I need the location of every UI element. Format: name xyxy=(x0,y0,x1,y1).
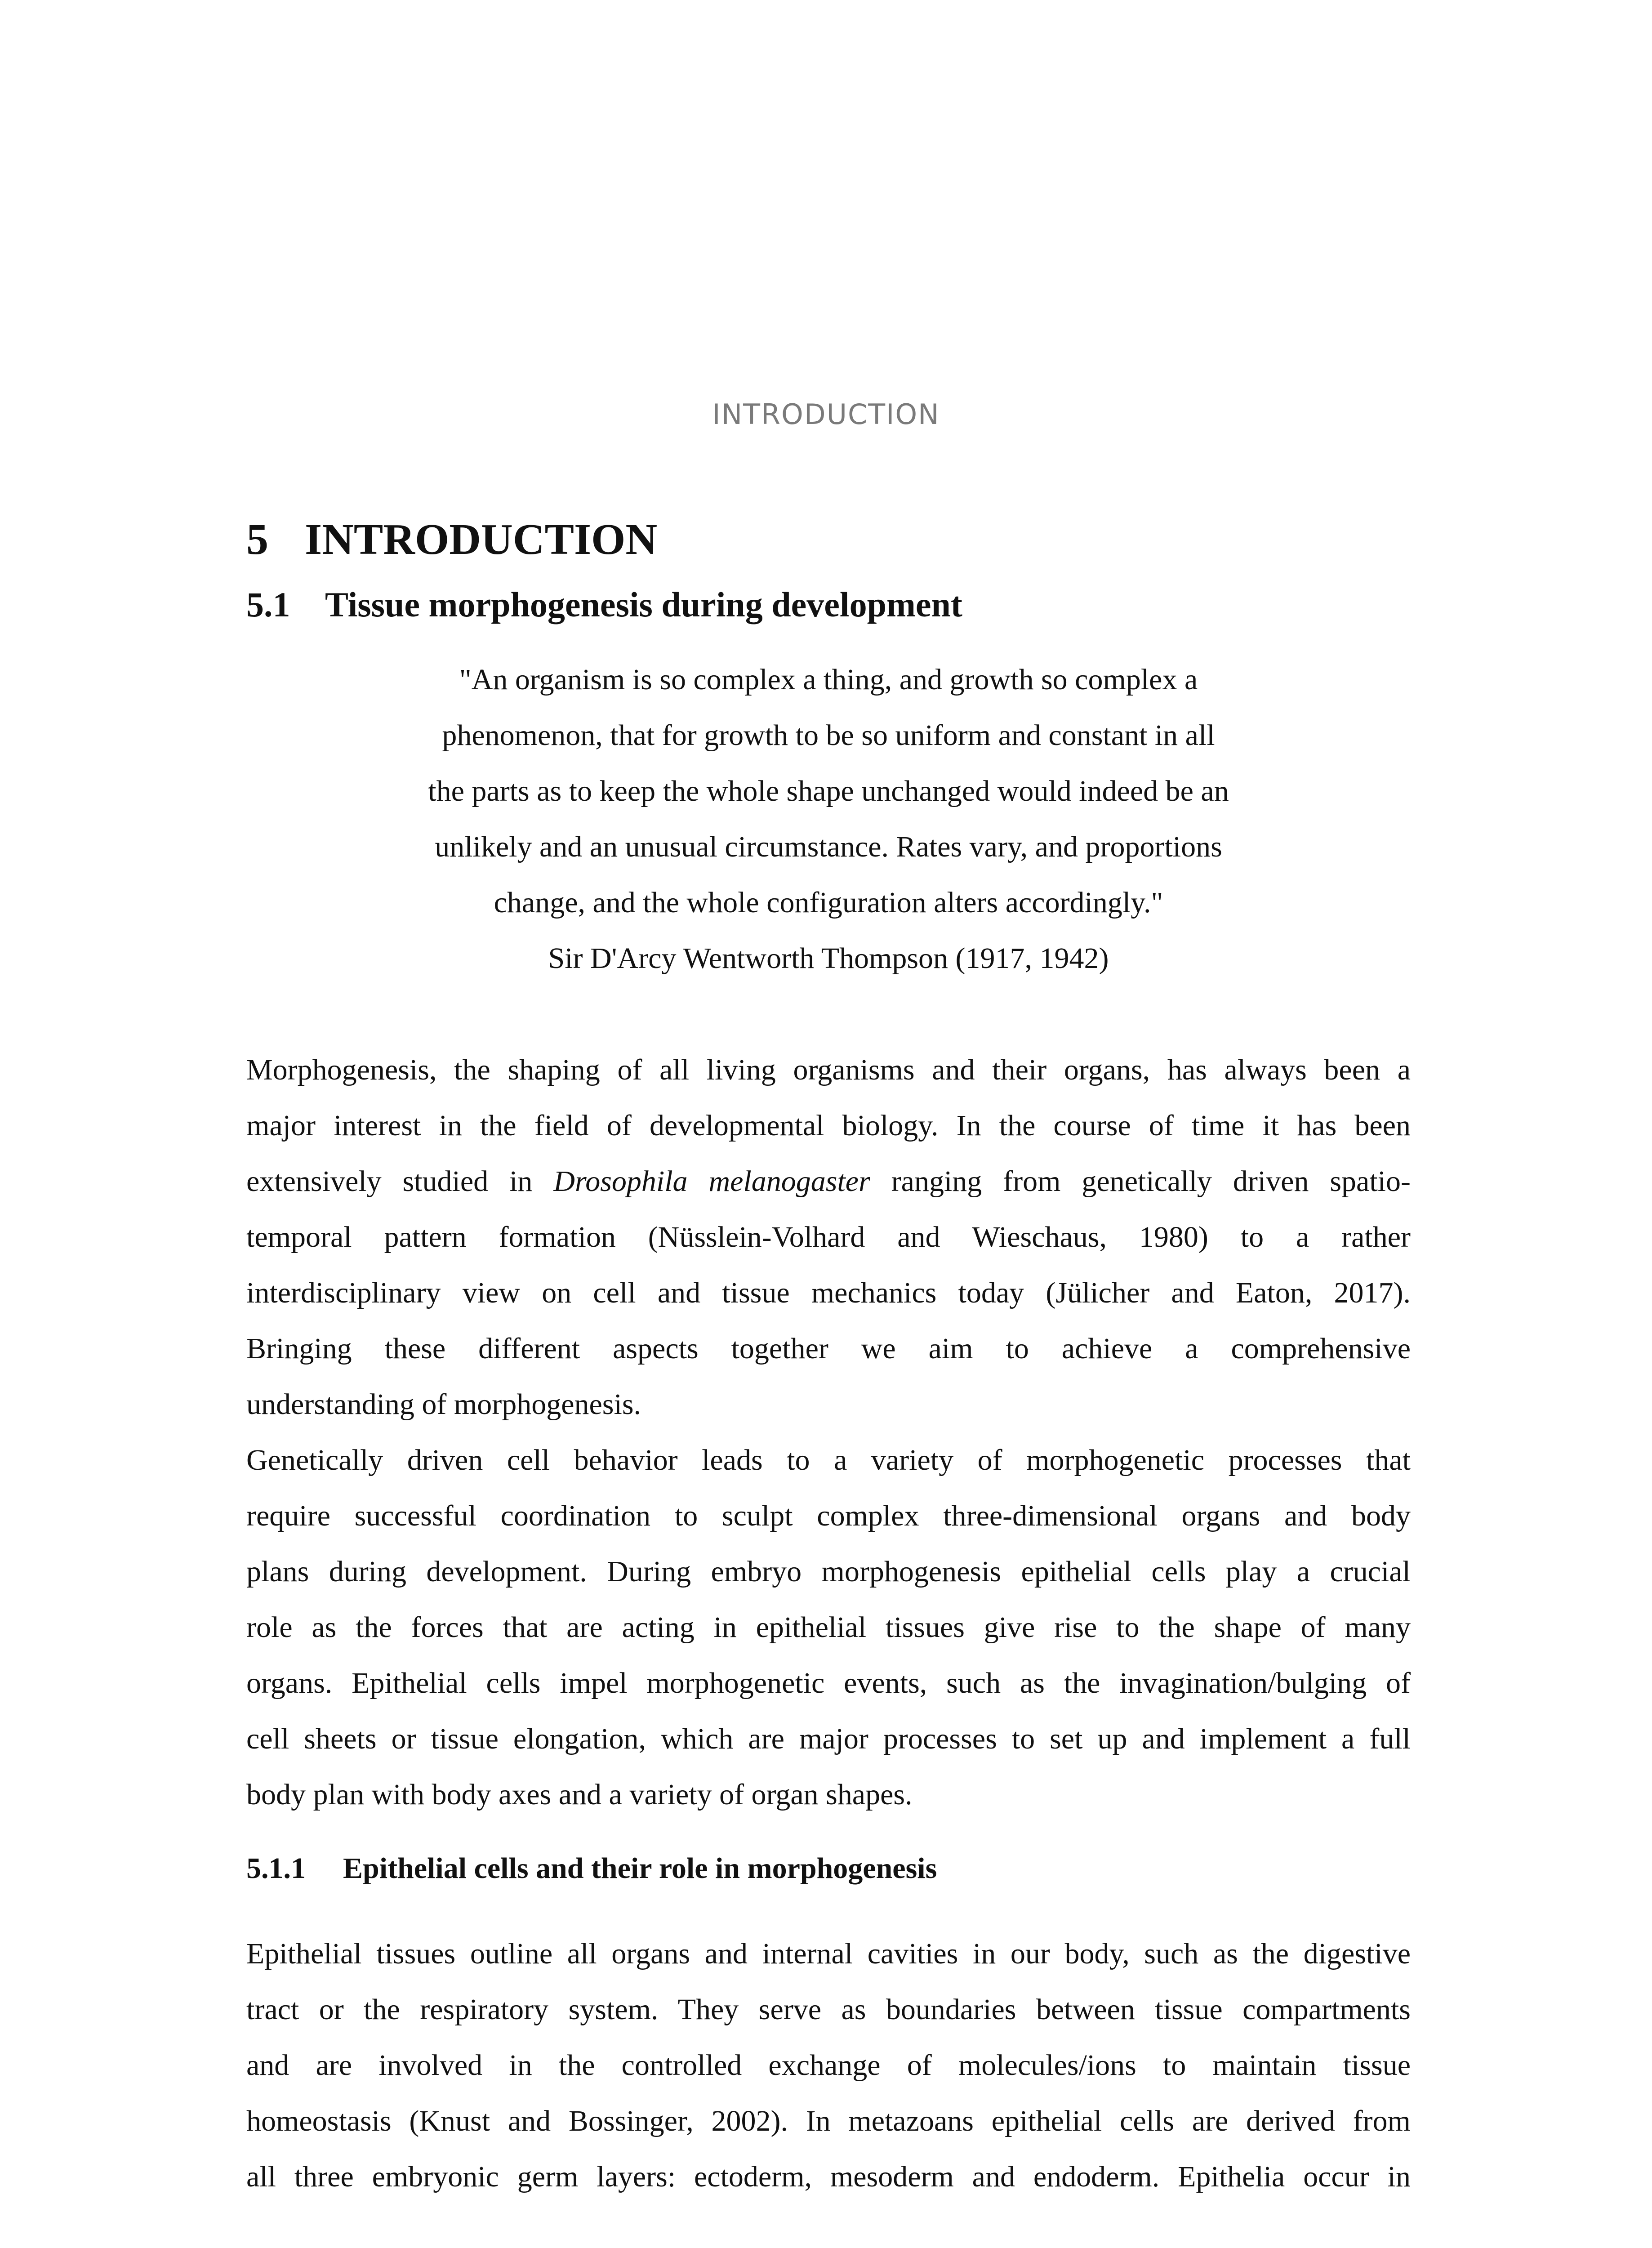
paragraph-line: homeostasis (Knust and Bossinger, 2002). In metazoans epithelial cells are derived from xyxy=(246,2105,1411,2137)
paragraph-line: role as the forces that are acting in epithelial tissues give rise to the shape of many xyxy=(246,1611,1411,1644)
paragraph-line: Genetically driven cell behavior leads to a variety of morphogenetic processes that xyxy=(246,1444,1411,1476)
paragraph-line: understanding of morphogenesis. xyxy=(246,1388,641,1421)
quote-line: change, and the whole configuration alters accordingly." xyxy=(494,886,1163,919)
paragraph-line: require successful coordination to sculpt complex three-dimensional organs and body xyxy=(246,1499,1411,1532)
subsection-title: Epithelial cells and their role in morphogenesis xyxy=(343,1852,937,1885)
paragraph-line: organs. Epithelial cells impel morphogenetic events, such as the invagination/bulging of xyxy=(246,1667,1411,1699)
section-number: 5.1 xyxy=(246,585,290,624)
quote-line: phenomenon, that for growth to be so uniform and constant in all xyxy=(442,719,1215,752)
paragraph-morphogenesis xyxy=(246,1042,1411,1432)
running-header: INTRODUCTION xyxy=(712,398,940,431)
paragraph-line: Bringing these different aspects together we aim to achieve a comprehensive xyxy=(246,1332,1411,1365)
species-name: Drosophila melanogaster xyxy=(553,1165,870,1198)
quote-attribution: Sir D'Arcy Wentworth Thompson (1917, 1942) xyxy=(548,942,1109,975)
paragraph-line: interdisciplinary view on cell and tissue mechanics today (Jülicher and Eaton, 2017). xyxy=(246,1276,1411,1309)
paragraph-line xyxy=(246,1154,1411,1209)
paragraph-line: and are involved in the controlled exchange of molecules/ions to maintain tissue xyxy=(246,2049,1411,2082)
paragraph-line: Epithelial tissues outline all organs and internal cavities in our body, such as the digestive xyxy=(246,1937,1411,1970)
page-content xyxy=(246,504,1411,2205)
section-heading xyxy=(246,575,1411,634)
paragraph-line: major interest in the field of developmental biology. In the course of time it has been xyxy=(246,1109,1411,1142)
subsection-heading xyxy=(246,1841,1411,1896)
paragraph-line: temporal pattern formation (Nüsslein-Volhard and Wieschaus, 1980) to a rather xyxy=(246,1221,1411,1253)
paragraph-cell-behavior xyxy=(246,1432,1411,1823)
quote-line: "An organism is so complex a thing, and growth so complex a xyxy=(459,663,1198,696)
paragraph-line: all three embryonic germ layers: ectoderm, mesoderm and endoderm. Epithelia occur in xyxy=(246,2160,1411,2193)
paragraph-line: cell sheets or tissue elongation, which are major processes to set up and implement a full xyxy=(246,1722,1411,1755)
paragraph-epithelial-tissues xyxy=(246,1926,1411,2205)
paragraph-line: body plan with body axes and a variety of organ shapes. xyxy=(246,1778,913,1811)
quote-line: the parts as to keep the whole shape unchanged would indeed be an xyxy=(428,775,1229,807)
section-title: Tissue morphogenesis during development xyxy=(325,585,962,624)
chapter-number: 5 xyxy=(246,515,268,564)
line-text: extensively studied in xyxy=(246,1165,554,1198)
paragraph-line: plans during development. During embryo morphogenesis epithelial cells play a crucial xyxy=(246,1555,1411,1588)
epigraph-quote xyxy=(246,652,1411,986)
paragraph-line: Morphogenesis, the shaping of all living organisms and their organs, has always been a xyxy=(246,1053,1411,1086)
paragraph-line: tract or the respiratory system. They serve as boundaries between tissue compartments xyxy=(246,1993,1411,2026)
chapter-title: INTRODUCTION xyxy=(305,515,658,564)
chapter-heading xyxy=(246,504,1411,575)
quote-line: unlikely and an unusual circumstance. Rates vary, and proportions xyxy=(435,830,1222,863)
line-text: ranging from genetically driven spatio- xyxy=(870,1165,1411,1198)
subsection-number: 5.1.1 xyxy=(246,1852,306,1885)
